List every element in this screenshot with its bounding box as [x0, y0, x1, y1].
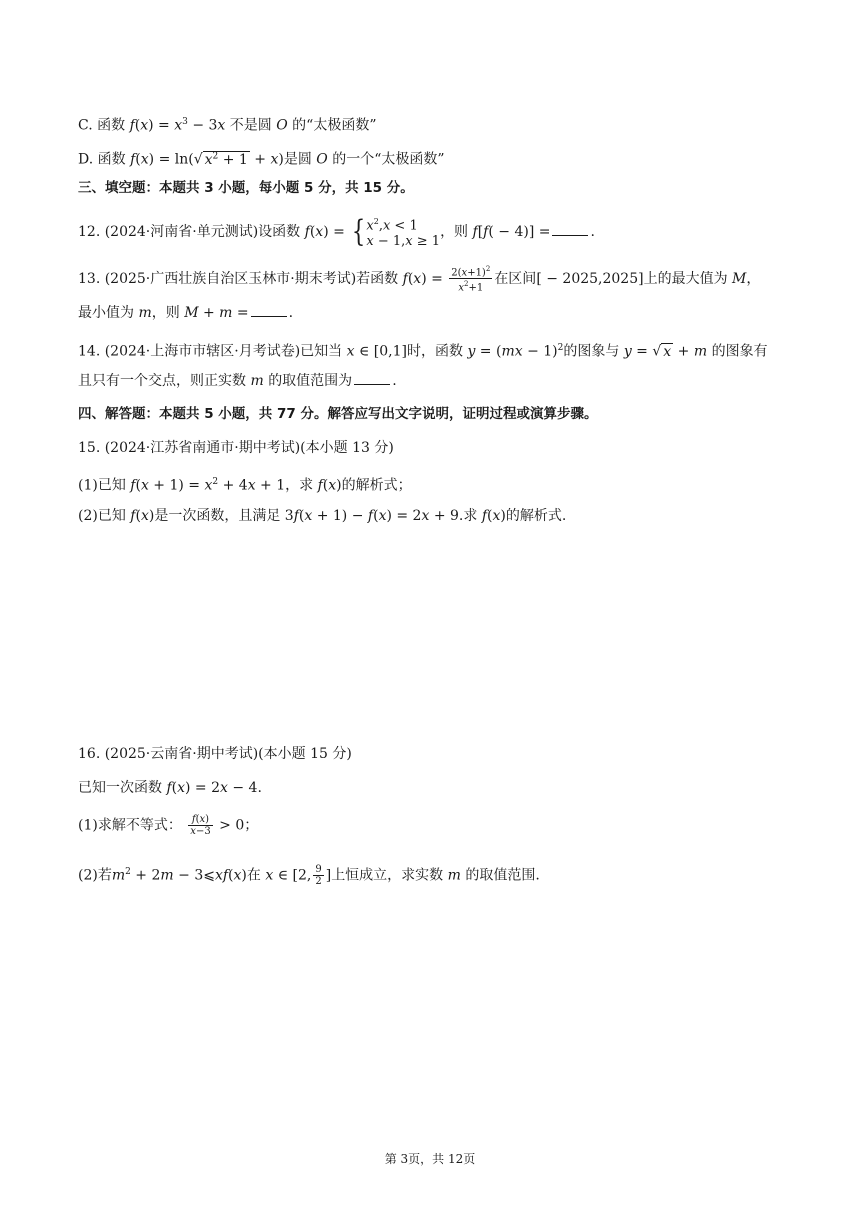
section-heading-solve: 四、解答题：本题共 5 小题，共 77 分。解答应写出文字说明，证明过程或演算步骤。 [78, 406, 598, 422]
question-16-part1: (1)求解不等式： $\frac{f(x)}{x-3}$ > 0； [78, 814, 259, 837]
section-heading-fill-blank: 三、填空题：本题共 3 小题，每小题 5 分，共 15 分。 [78, 180, 414, 196]
q11-option-c: C. 函数 $f(x) = x^3 - 3x$ 不是圆 O 的“太极函数” [78, 117, 377, 134]
answer-blank[interactable] [552, 221, 588, 236]
question-15-title: 15. (2024·江苏省南通市·期中考试)(本小题 13 分) [78, 440, 394, 456]
q11-option-d: D. 函数 f(x) = ln(√ $x^2 + 1 + x$)是圆 O 的一个“太极函数” [78, 151, 445, 168]
question-16-title: 16. (2025·云南省·期中考试)(本小题 15 分) [78, 746, 352, 762]
question-13-line2: 最小值为 m，则 M + m = . [78, 302, 293, 323]
answer-blank[interactable] [251, 302, 287, 317]
question-15-part1: (1)已知 $f(x + 1) = x^2 + 4x + 1$，求 f(x)的解析式； [78, 477, 412, 494]
question-16-given: 已知一次函数 f(x) = 2x − 4. [78, 780, 262, 796]
question-16-part2: (2)若$m^2 + 2m$ − 3⩽xf(x)在 x ∈ [2, $\frac{9}{2}$ ]上恒成立，求实数 m 的取值范围. [78, 864, 540, 888]
math-expr: f [129, 117, 135, 134]
question-12: 12. (2024·河南省·单元测试)设函数 f(x) = { $x^2,x < 1$ x − 1,x ≥ 1 ，则 f[f( − 4)] = . [78, 214, 595, 250]
page-number: 第 3页，共 12页 [384, 1152, 476, 1166]
question-15-part2: (2)已知 f(x)是一次函数，且满足 3f(x + 1) − f(x) = 2x + 9.求 f(x)的解析式. [78, 508, 567, 524]
question-14: 14. (2024·上海市市辖区·月考试卷)已知当 x ∈ [0,1]时，函数 y = (mx − 1)$^2$的图象与 y = √ x + m 的图象有 [78, 343, 768, 360]
question-14-line2: 且只有一个交点，则正实数 m 的取值范围为 . [78, 370, 397, 391]
question-13: 13. (2025·广西壮族自治区玉林市·期末考试)若函数 f(x) = $\frac{2(x+1)^2}{x^2+1}$ 在区间[ − 2025,2025]上的最大值为 M， [78, 265, 761, 294]
answer-blank[interactable] [354, 370, 390, 385]
